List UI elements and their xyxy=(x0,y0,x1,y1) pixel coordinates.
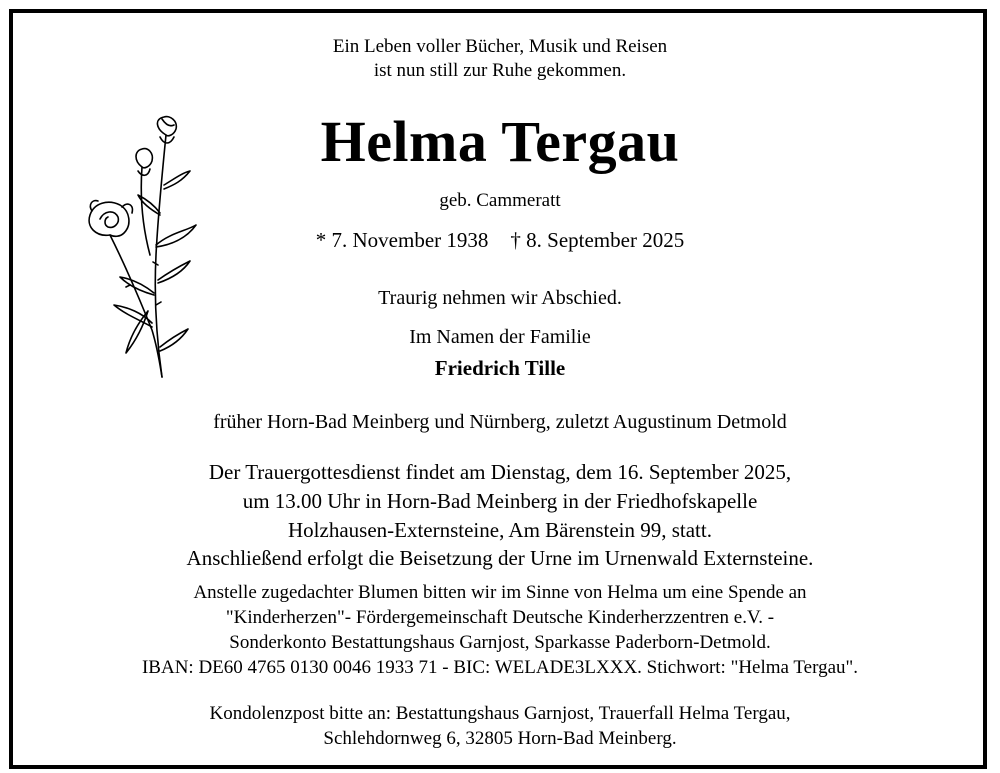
service-line-3: Holzhausen-Externsteine, Am Bärenstein 99, statt. xyxy=(288,518,712,542)
service-line-1: Der Trauergottesdienst findet am Dienstag, dem 16. September 2025, xyxy=(208,460,792,484)
birth-date: * 7. November 1938 xyxy=(315,228,489,252)
deceased-name: Helma Tergau xyxy=(320,109,680,174)
residence-line: früher Horn-Bad Meinberg und Nürnberg, zuletzt Augustinum Detmold xyxy=(213,411,787,433)
donation-line-3: Sonderkonto Bestattungshaus Garnjost, Sparkasse Paderborn-Detmold. xyxy=(229,632,771,653)
life-dates xyxy=(0,228,1000,253)
service-line-4: Anschließend erfolgt die Beisetzung der Urne im Urnenwald Externsteine. xyxy=(186,546,814,570)
donation-line-4: IBAN: DE60 4765 0130 0046 1933 71 - BIC: WELADE3LXXX. Stichwort: "Helma Tergau". xyxy=(141,657,859,678)
condolence-line-2: Schlehdornweg 6, 32805 Horn-Bad Meinberg. xyxy=(323,728,677,749)
motto-line-1: Ein Leben voller Bücher, Musik und Reisen xyxy=(332,36,668,57)
family-intro: Im Namen der Familie xyxy=(409,326,591,348)
farewell-text: Traurig nehmen wir Abschied. xyxy=(378,287,622,309)
signer-name: Friedrich Tille xyxy=(434,356,566,380)
donation-line-2: "Kinderherzen"- Fördergemeinschaft Deutsche Kinderherzzentren e.V. - xyxy=(225,607,775,628)
death-date: † 8. September 2025 xyxy=(510,228,685,252)
donation-line-1: Anstelle zugedachter Blumen bitten wir im Sinne von Helma um eine Spende an xyxy=(193,582,807,603)
service-line-2: um 13.00 Uhr in Horn-Bad Meinberg in der Friedhofskapelle xyxy=(242,489,758,513)
condolence-line-1: Kondolenzpost bitte an: Bestattungshaus Garnjost, Trauerfall Helma Tergau, xyxy=(209,703,791,724)
maiden-name: geb. Cammeratt xyxy=(439,190,561,211)
motto-line-2: ist nun still zur Ruhe gekommen. xyxy=(373,60,627,81)
